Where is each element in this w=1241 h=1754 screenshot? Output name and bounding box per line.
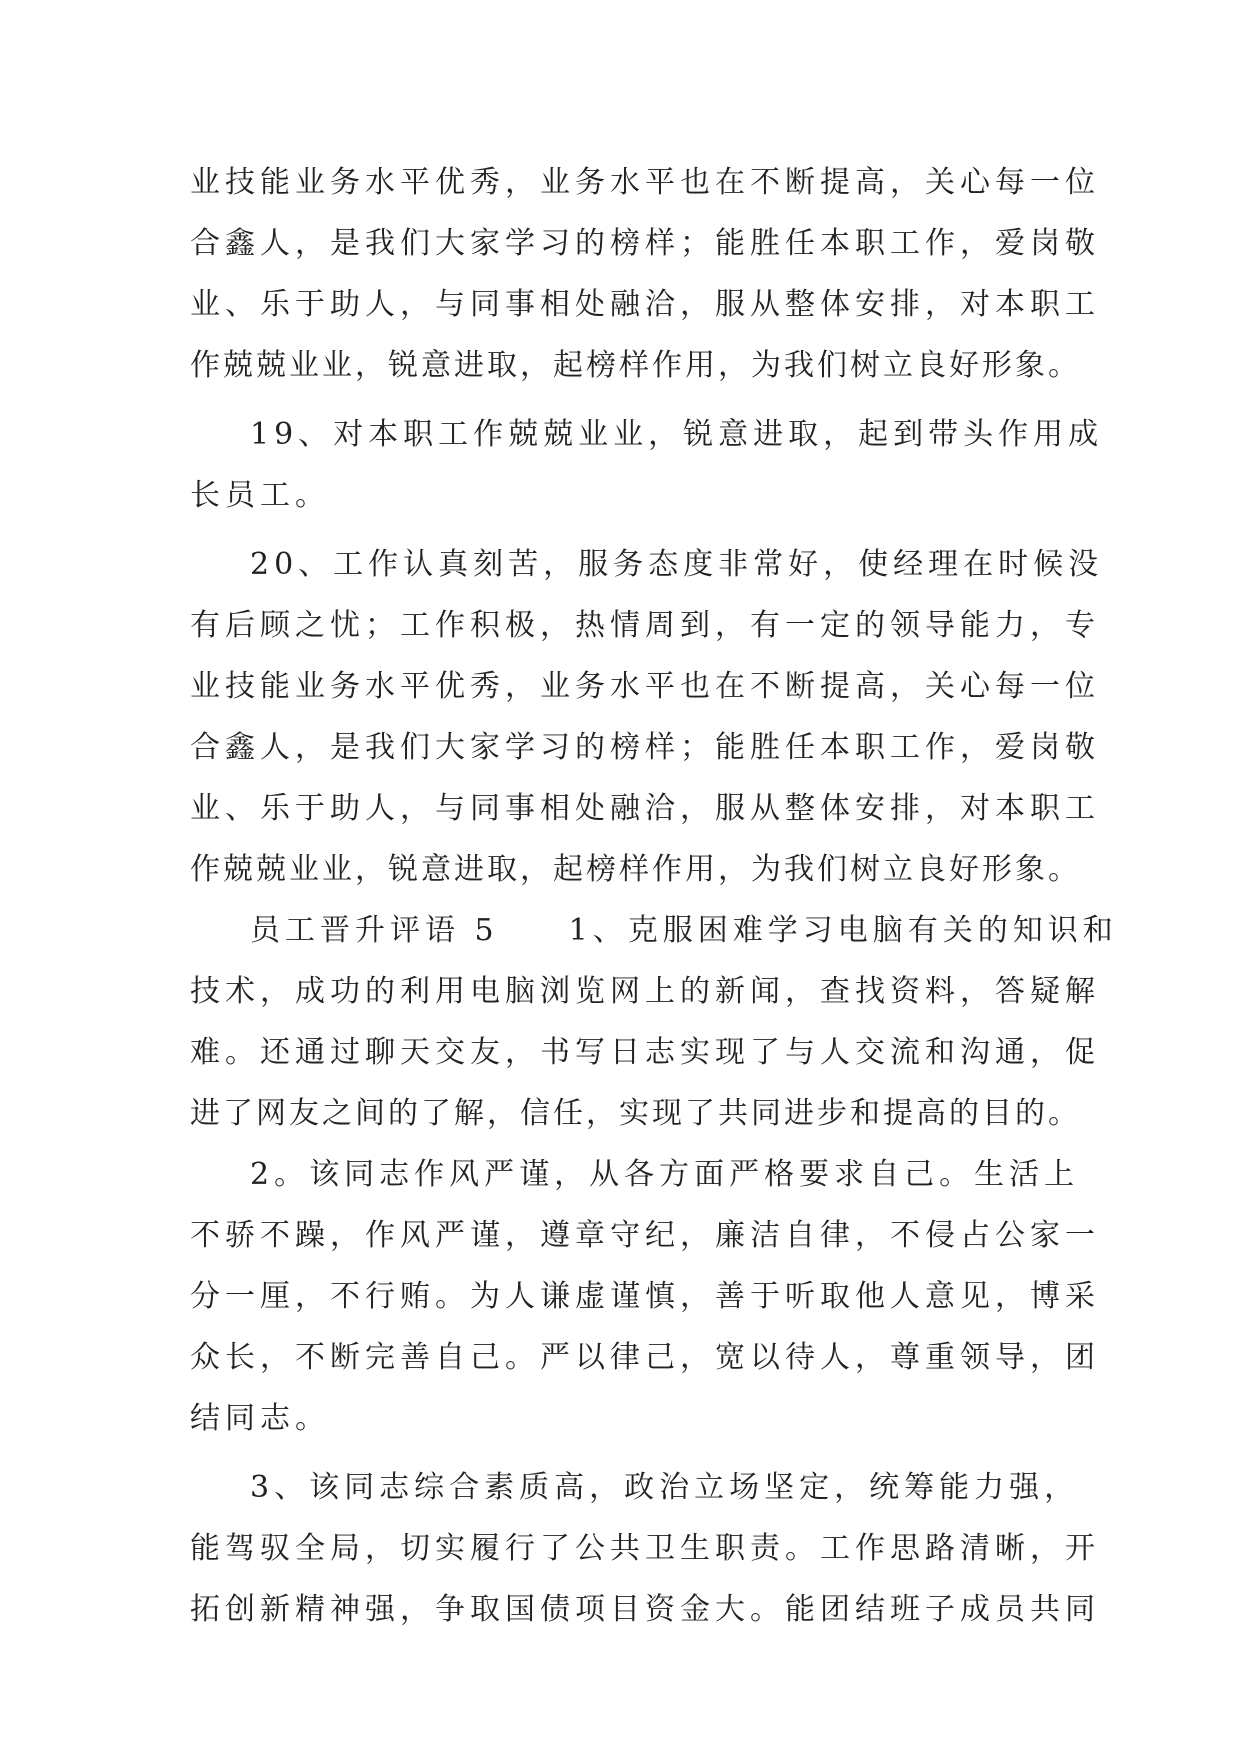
text-line: 有后顾之忧；工作积极，热情周到，有一定的领导能力，专 — [190, 608, 1100, 643]
text-line: 合鑫人，是我们大家学习的榜样；能胜任本职工作，爱岗敬 — [190, 226, 1100, 261]
text-line: 结同志。 — [190, 1401, 330, 1436]
paragraph-3-first-line: 3、该同志综合素质高，政治立场坚定，统筹能力强， — [250, 1470, 1080, 1505]
paragraph-20-first-line: 20、工作认真刻苦，服务态度非常好，使经理在时候没 — [250, 547, 1104, 582]
text-line: 业、乐于助人，与同事相处融洽，服从整体安排，对本职工 — [190, 287, 1100, 322]
paragraph-2-first-line: 2。该同志作风严谨，从各方面严格要求自己。生活上 — [250, 1157, 1080, 1192]
text-line: 作兢兢业业，锐意进取，起榜样作用，为我们树立良好形象。 — [190, 852, 1081, 887]
text-line: 长员工。 — [190, 478, 330, 513]
text-line: 技术，成功的利用电脑浏览网上的新闻，查找资料，答疑解 — [190, 974, 1100, 1009]
text-line: 业技能业务水平优秀，业务水平也在不断提高，关心每一位 — [190, 165, 1100, 200]
text-line: 合鑫人，是我们大家学习的榜样；能胜任本职工作，爱岗敬 — [190, 730, 1100, 765]
text-line: 分一厘，不行贿。为人谦虚谨慎，善于听取他人意见，博采 — [190, 1279, 1100, 1314]
text-line: 能驾驭全局，切实履行了公共卫生职责。工作思路清晰，开 — [190, 1531, 1100, 1566]
section-heading-line: 员工晋升评语 5 1、克服困难学习电脑有关的知识和 — [250, 913, 1118, 948]
text-line: 进了网友之间的了解，信任，实现了共同进步和提高的目的。 — [190, 1096, 1081, 1131]
text-line: 难。还通过聊天交友，书写日志实现了与人交流和沟通，促 — [190, 1035, 1100, 1070]
text-line: 业、乐于助人，与同事相处融洽，服从整体安排，对本职工 — [190, 791, 1100, 826]
document-body — [190, 152, 1118, 1640]
text-line: 众长，不断完善自己。严以律己，宽以待人，尊重领导，团 — [190, 1340, 1100, 1375]
text-line: 拓创新精神强，争取国债项目资金大。能团结班子成员共同 — [190, 1592, 1100, 1627]
text-line: 不骄不躁，作风严谨，遵章守纪，廉洁自律，不侵占公家一 — [190, 1218, 1100, 1253]
text-line: 业技能业务水平优秀，业务水平也在不断提高，关心每一位 — [190, 669, 1100, 704]
paragraph-19-first-line: 19、对本职工作兢兢业业，锐意进取，起到带头作用成 — [250, 417, 1104, 452]
text-line: 作兢兢业业，锐意进取，起榜样作用，为我们树立良好形象。 — [190, 348, 1081, 383]
